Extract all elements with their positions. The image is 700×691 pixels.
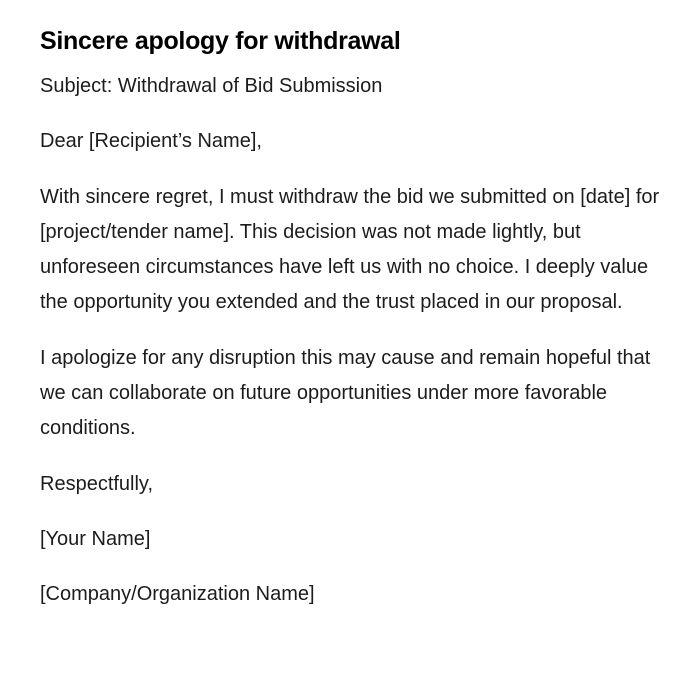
letter-body-paragraph: I apologize for any disruption this may cause and remain hopeful that we can collaborate on future opportunities under more favorable conditions.: [40, 346, 656, 440]
letter-salutation: Dear [Recipient’s Name],: [40, 130, 262, 153]
letter-title: Sincere apology for withdrawal: [40, 27, 401, 55]
sender-name: [Your Name]: [40, 527, 151, 550]
letter-subject: Subject: Withdrawal of Bid Submission: [40, 75, 383, 97]
letter-closing: Respectfully,: [40, 472, 154, 495]
letter-body-paragraph: With sincere regret, I must withdraw the bid we submitted on [date] for [project/tender name]. This decision was not made lightly, but unforeseen circumstances have left us with no choice. I deeply value the opportunity you extended and the trust placed in our proposal.: [40, 185, 665, 314]
sender-company: [Company/Organization Name]: [40, 583, 315, 606]
